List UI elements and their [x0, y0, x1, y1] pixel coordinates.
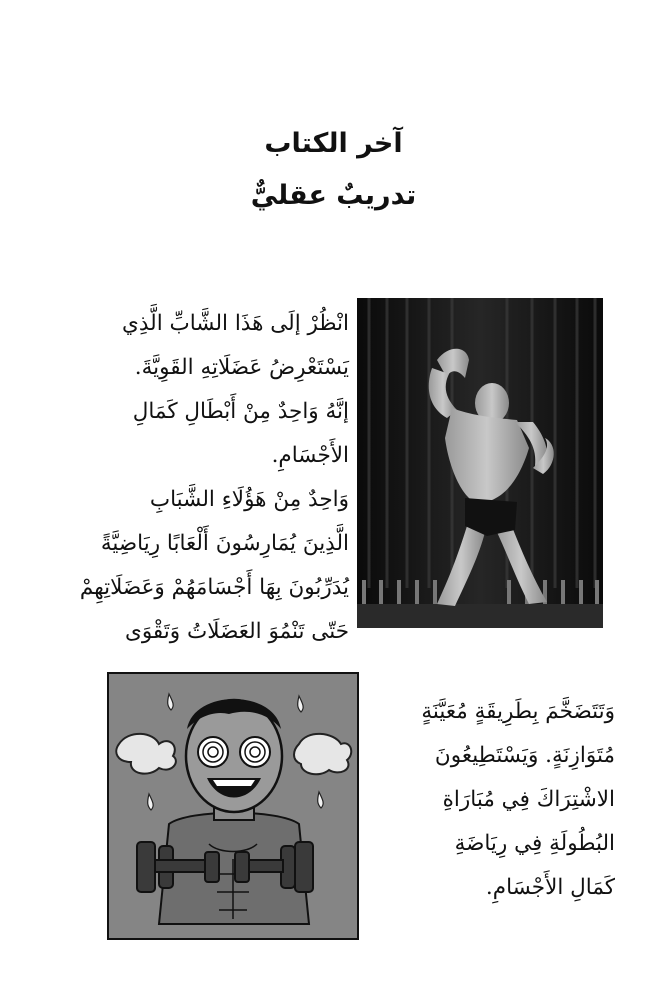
- page-subtitle: تدريبٌ عقليٌّ: [250, 180, 417, 211]
- text-line: الأَجْسَامِ.: [271, 443, 349, 468]
- text-line: إنَّهُ وَاحِدٌ مِنْ أَبْطَالِ كَمَالِ: [132, 399, 349, 424]
- text-line: كَمَالِ الأَجْسَامِ.: [485, 875, 615, 900]
- text-line: الاشْتِرَاكَ فِي مُبَارَاةِ: [442, 787, 615, 812]
- text-line: البُطُولَةِ فِي رِيَاضَةِ: [454, 831, 615, 856]
- text-line: حَتّى تَنْمُوَ العَضَلَاتُ وَتَقْوَى: [125, 619, 349, 644]
- page-title: آخر الكتاب: [264, 128, 403, 159]
- paragraph-2: [375, 690, 615, 910]
- text-line: وَتَتَضَخَّمَ بِطَرِيقَةٍ مُعَيَّنَةٍ: [421, 699, 615, 724]
- text-line: وَاحِدٌ مِنْ هَؤُلَاءِ الشَّبَابِ: [149, 487, 349, 512]
- text-line: الَّذِينَ يُمَارِسُونَ أَلْعَابًا رِيَاضِيَّةً: [100, 531, 349, 556]
- text-line: يَسْتَعْرِضُ عَضَلَاتِهِ القَوِيَّةَ.: [134, 355, 349, 380]
- paragraph-1: [49, 302, 349, 654]
- cartoon-bodybuilder-illustration: [107, 672, 359, 940]
- bodybuilder-photo: [357, 298, 603, 628]
- page-header: [0, 118, 667, 222]
- text-line: انْظُرْ إلَى هَذَا الشَّابِّ الَّذِي: [122, 311, 349, 336]
- text-line: مُتَوَازِنَةٍ. وَيَسْتَطِيعُونَ: [434, 743, 615, 768]
- text-line: يُدَرِّبُونَ بِهَا أَجْسَامَهُمْ وَعَضَلَاتِهِمْ: [79, 575, 349, 600]
